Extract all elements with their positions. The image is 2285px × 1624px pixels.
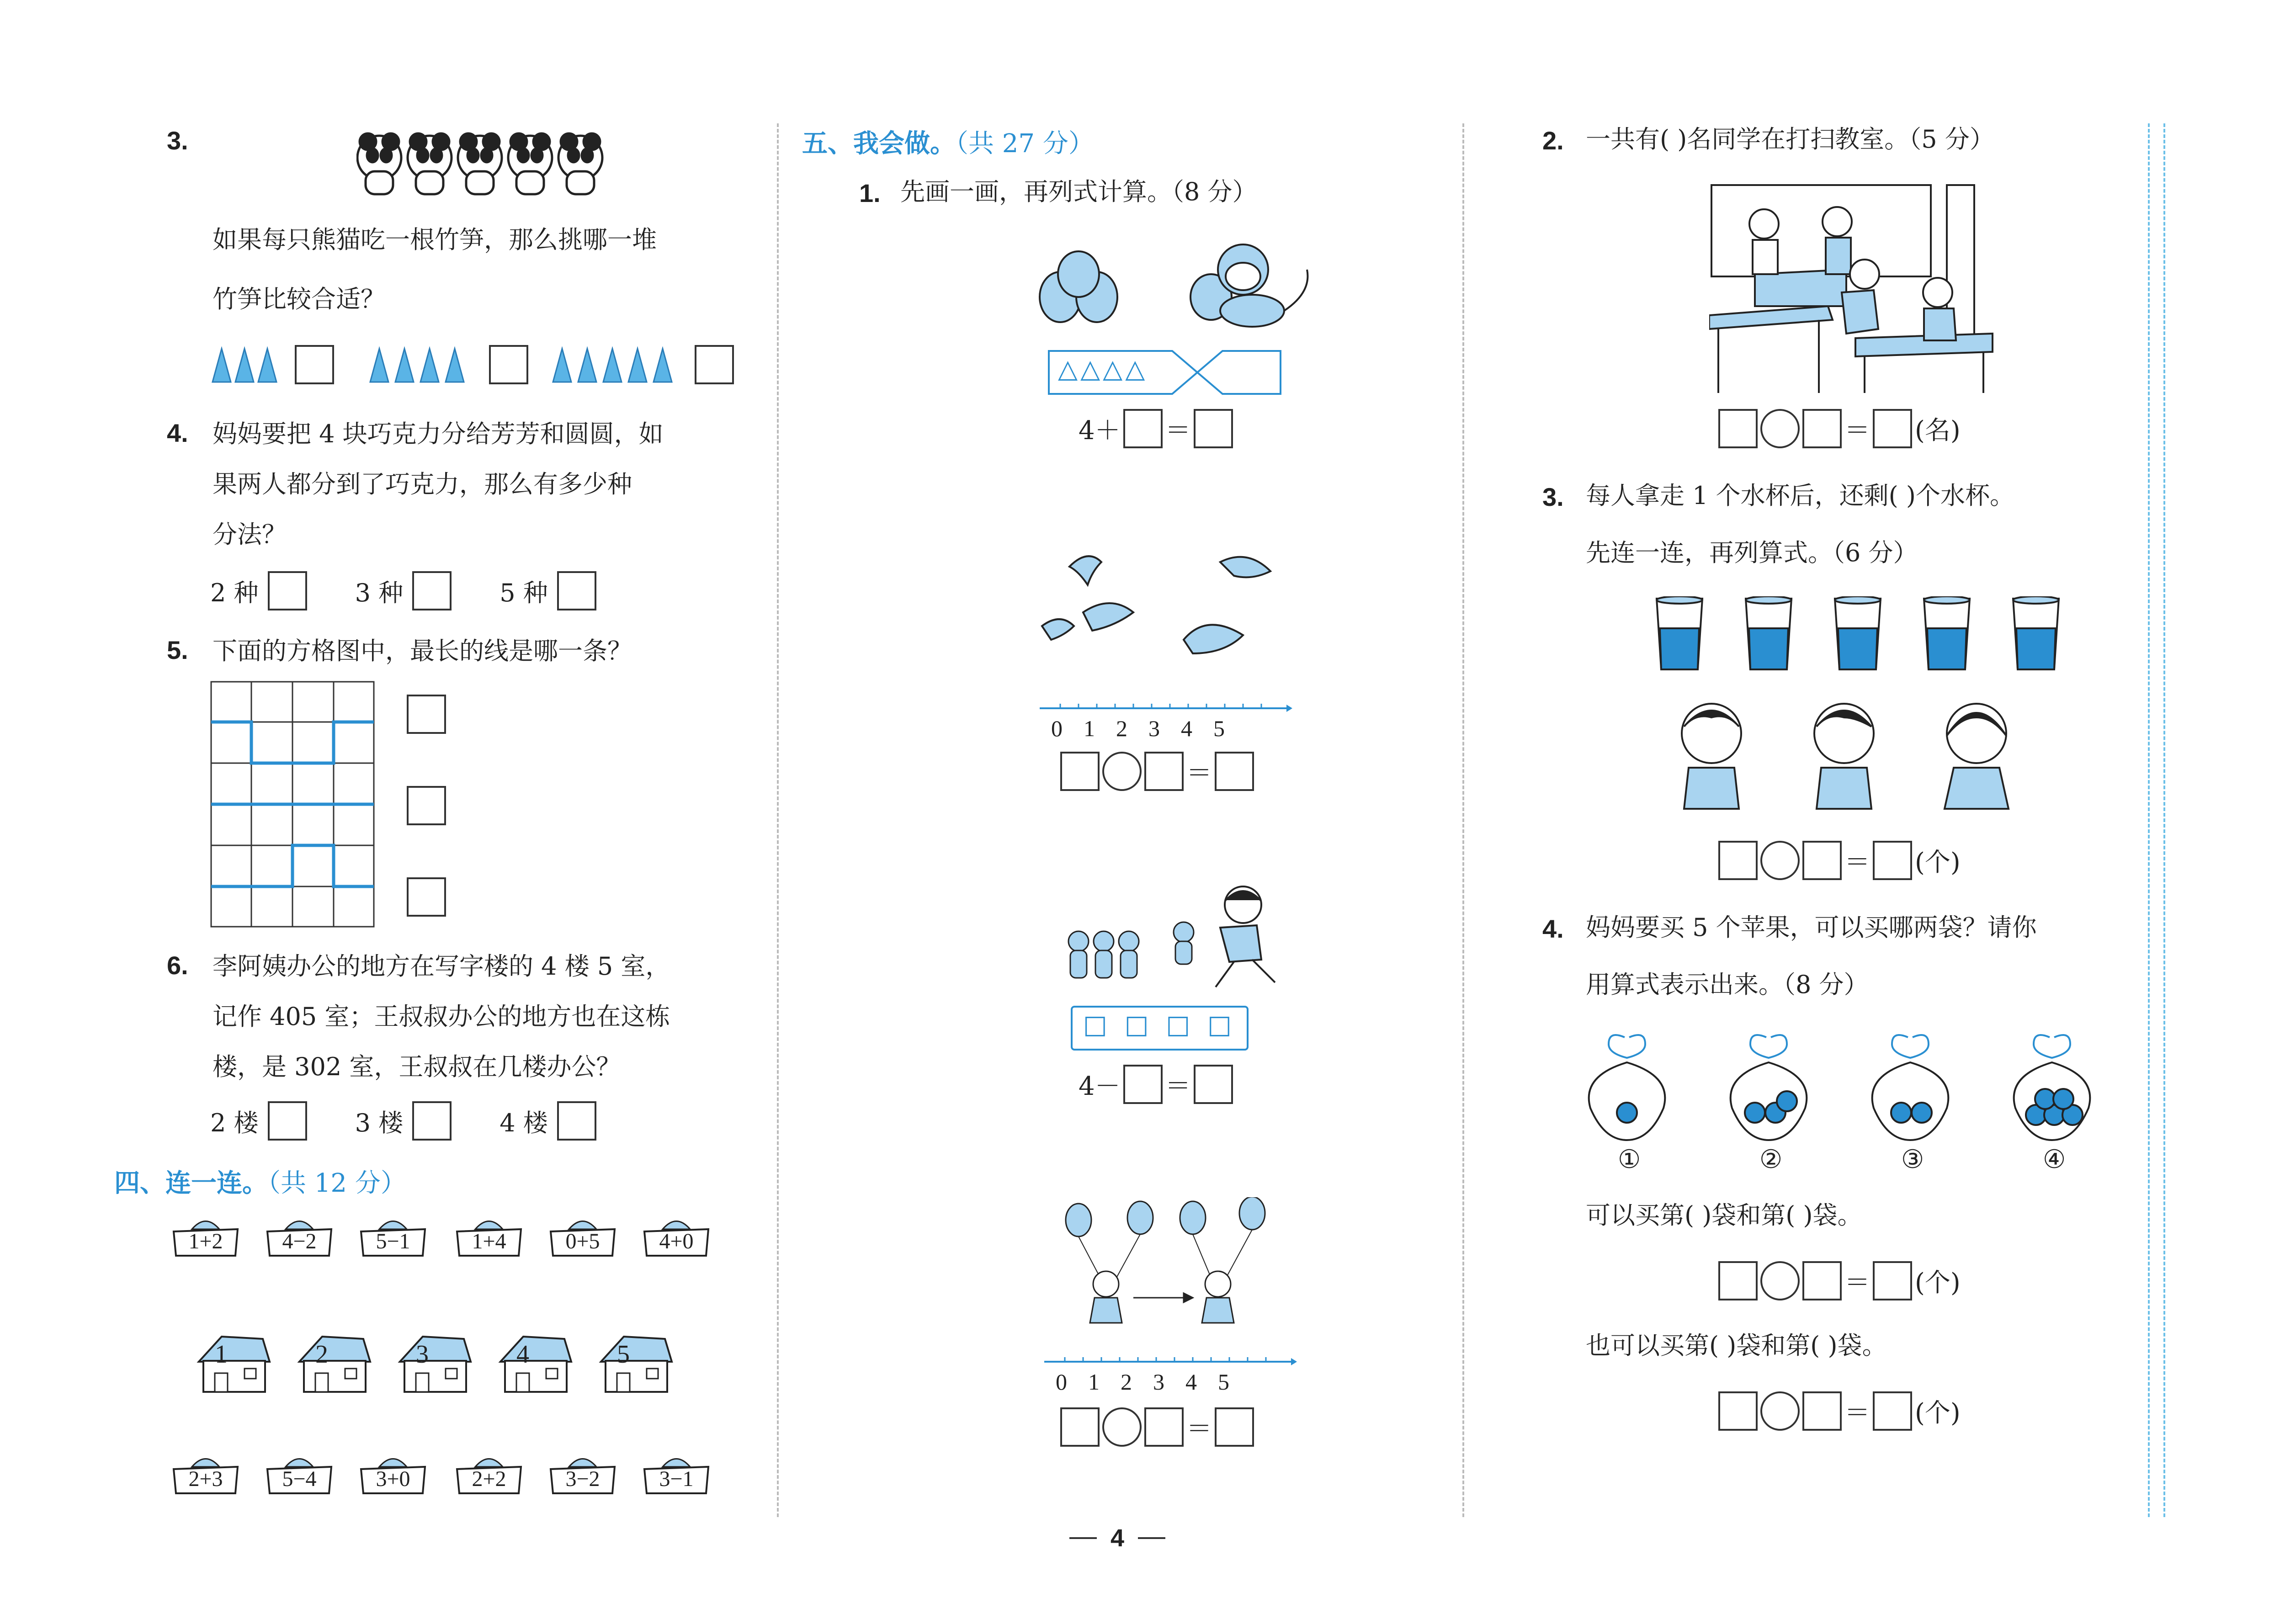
q4-number: 4. — [167, 419, 188, 447]
q3r-text-line1: 每人拿走 1 个水杯后，还剩( )个水杯。 — [1586, 481, 2014, 510]
card-label: 2+2 — [472, 1467, 506, 1491]
card-label: 3+0 — [376, 1467, 410, 1491]
answer-box[interactable] — [407, 786, 446, 825]
equation-1 — [1079, 409, 1233, 448]
equals-sign: ＝ — [1844, 848, 1870, 877]
binding-margin — [2148, 123, 2165, 1517]
house[interactable] — [295, 1334, 372, 1394]
tick-label: 5 — [1213, 716, 1225, 741]
section4-points: （共 12 分） — [268, 1168, 406, 1198]
q6-text-line2: 记作 405 室；王叔叔办公的地方也在这栋 — [213, 1002, 670, 1031]
house-icon — [194, 1334, 272, 1394]
operator-circle[interactable] — [1102, 752, 1142, 791]
answer-box[interactable] — [1802, 409, 1842, 448]
section4-title — [114, 1163, 406, 1199]
q4r-text-line2: 用算式表示出来。（8 分） — [1586, 970, 1869, 999]
section5-points: （共 27 分） — [956, 129, 1094, 159]
q4r-line2: 也可以买第( )袋和第( )袋。 — [1586, 1331, 1887, 1360]
apple-bags-image — [1581, 1026, 2130, 1145]
house-number: 5 — [617, 1340, 630, 1369]
expression-card[interactable] — [263, 1453, 336, 1494]
q4r-equation-2 — [1718, 1391, 1961, 1431]
tick-label: 4 — [1185, 1369, 1197, 1395]
option-item — [355, 571, 452, 610]
bamboo-option-4 — [366, 345, 528, 384]
expression-card[interactable] — [169, 1215, 242, 1257]
house-number: 4 — [516, 1340, 529, 1369]
number-line-labels — [1051, 715, 1225, 742]
tick-label: 3 — [1148, 716, 1160, 741]
bamboo-option-3 — [208, 345, 334, 384]
bears-boy-image — [1065, 882, 1284, 992]
q3r-equation — [1718, 841, 1961, 880]
answer-box[interactable] — [1144, 752, 1184, 791]
q3r-number: 3. — [1542, 483, 1564, 511]
q4r-number: 4. — [1542, 914, 1564, 943]
answer-box[interactable] — [407, 877, 446, 917]
bag-label: ① — [1618, 1145, 1641, 1174]
answer-box[interactable] — [1215, 1407, 1254, 1447]
house[interactable] — [596, 1334, 674, 1394]
children-image — [1677, 699, 2025, 813]
q4-text-line2: 果两人都分到了巧克力，那么有多少种 — [213, 470, 632, 499]
q6-text-line1: 李阿姨办公的地方在写字楼的 4 楼 5 室， — [213, 952, 670, 981]
house-number: 2 — [315, 1340, 328, 1369]
unit-label: (名) — [1915, 416, 1961, 446]
expression-card[interactable] — [169, 1453, 242, 1494]
house[interactable] — [194, 1334, 272, 1394]
answer-box[interactable] — [1873, 409, 1912, 448]
expression-card[interactable] — [546, 1453, 619, 1494]
q2-number: 2. — [1542, 126, 1564, 155]
option-label: 3 楼 — [355, 1108, 404, 1137]
card-label: 4−2 — [282, 1229, 317, 1253]
house-number: 3 — [416, 1340, 429, 1369]
house[interactable] — [395, 1334, 473, 1394]
expression-card[interactable] — [640, 1453, 713, 1494]
q4-text-line3: 分法？ — [213, 520, 287, 549]
q1-text: 先画一画，再列式计算。（8 分） — [900, 177, 1257, 206]
option-item — [210, 1101, 307, 1141]
tick-label: 3 — [1153, 1369, 1164, 1395]
q2-equation — [1718, 409, 1961, 448]
option-item — [500, 1101, 596, 1141]
expression-card[interactable] — [356, 1453, 430, 1494]
unit-label: (个) — [1915, 848, 1961, 877]
operator-circle[interactable] — [1102, 1407, 1142, 1447]
answer-box[interactable] — [1215, 752, 1254, 791]
expression-card[interactable] — [452, 1215, 526, 1257]
option-label: 4 楼 — [500, 1108, 548, 1137]
section4-title-text: 四、连一连。 — [114, 1168, 268, 1198]
bamboo-shoots-icon — [548, 346, 686, 383]
pandas-image — [356, 117, 612, 199]
answer-box[interactable] — [412, 571, 452, 610]
q6-number: 6. — [167, 951, 188, 980]
column-divider-left — [777, 123, 779, 1517]
operator-circle[interactable] — [1760, 841, 1800, 880]
answer-box[interactable] — [1873, 1261, 1912, 1300]
answer-box[interactable] — [268, 1101, 307, 1141]
answer-box[interactable] — [1718, 1391, 1758, 1431]
answer-box[interactable] — [489, 345, 528, 384]
bag-label: ④ — [2043, 1145, 2066, 1174]
answer-box[interactable] — [1718, 841, 1758, 880]
house-number: 1 — [215, 1340, 228, 1369]
q6-options — [210, 1101, 642, 1141]
answer-box[interactable] — [1873, 1391, 1912, 1431]
answer-box[interactable] — [557, 1101, 596, 1141]
equals-sign: ＝ — [1165, 416, 1191, 446]
section5-title-text: 五、我会做。 — [802, 128, 956, 159]
expression-card[interactable] — [546, 1215, 619, 1257]
option-label: 5 种 — [500, 578, 548, 607]
column-divider-right — [1462, 123, 1464, 1517]
bag-label: ③ — [1901, 1145, 1924, 1174]
card-label: 0+5 — [565, 1229, 600, 1253]
q5-text: 下面的方格图中，最长的线是哪一条？ — [213, 637, 632, 665]
expression-card[interactable] — [263, 1215, 336, 1257]
unit-label: (个) — [1915, 1398, 1961, 1428]
squares-text: □ □ □ □ — [1083, 1010, 1237, 1040]
equals-sign: ＝ — [1186, 759, 1212, 788]
tick-label: 1 — [1088, 1369, 1100, 1395]
answer-box[interactable] — [268, 571, 307, 610]
pumpkins-monkey-image — [1037, 238, 1334, 329]
equals-sign: ＝ — [1186, 1414, 1212, 1444]
answer-box[interactable] — [695, 345, 734, 384]
card-label: 1+2 — [188, 1229, 223, 1253]
bamboo-option-5 — [548, 345, 734, 384]
answer-box[interactable] — [412, 1101, 452, 1141]
number-line — [1042, 1353, 1298, 1371]
bamboo-shoots-icon — [366, 346, 480, 383]
q3-number: 3. — [167, 126, 188, 155]
q5-number: 5. — [167, 636, 188, 664]
equals-sign: ＝ — [1844, 1398, 1870, 1428]
tick-label: 5 — [1218, 1369, 1229, 1395]
answer-box[interactable] — [1123, 409, 1163, 448]
section5-title — [802, 123, 1094, 160]
triangles-text: △△△△ — [1058, 354, 1148, 384]
option-item — [500, 571, 596, 610]
operator-circle[interactable] — [1760, 409, 1800, 448]
answer-box[interactable] — [1718, 1261, 1758, 1300]
answer-box[interactable] — [1802, 1261, 1842, 1300]
water-cups-image — [1654, 596, 2066, 674]
q4r-text-line1: 妈妈要买 5 个苹果，可以买哪两袋？请你 — [1586, 913, 2037, 942]
equation-4 — [1060, 1407, 1254, 1447]
card-label: 3−1 — [659, 1467, 694, 1491]
answer-box[interactable] — [295, 345, 334, 384]
classroom-image — [1709, 183, 2015, 398]
equation-prefix: 4－ — [1079, 1072, 1121, 1101]
answer-box[interactable] — [1194, 409, 1233, 448]
card-label: 2+3 — [188, 1467, 223, 1491]
answer-box[interactable] — [1718, 409, 1758, 448]
q1-number: 1. — [859, 179, 881, 207]
option-item — [210, 571, 307, 610]
equals-sign: ＝ — [1165, 1072, 1191, 1101]
answer-box[interactable] — [1060, 1407, 1100, 1447]
answer-box[interactable] — [1802, 841, 1842, 880]
equation-3 — [1079, 1065, 1233, 1104]
q4r-line1: 可以买第( )袋和第( )袋。 — [1586, 1201, 1862, 1230]
answer-box[interactable] — [1144, 1407, 1184, 1447]
birds-image — [1033, 539, 1307, 667]
q2-text: 一共有( )名同学在打扫教室。（5 分） — [1586, 125, 1994, 154]
answer-box[interactable] — [557, 571, 596, 610]
equals-sign: ＝ — [1844, 416, 1870, 446]
q3-text-line2: 竹笋比较合适？ — [213, 285, 385, 313]
equation-prefix: 4＋ — [1079, 416, 1121, 446]
card-label: 5−4 — [282, 1467, 317, 1491]
answer-box[interactable] — [1194, 1065, 1233, 1104]
card-label: 5−1 — [376, 1229, 410, 1253]
bag-label: ② — [1759, 1145, 1783, 1174]
tick-label: 0 — [1051, 716, 1063, 741]
unit-label: (个) — [1915, 1268, 1961, 1298]
page-number-footer — [1069, 1524, 1165, 1552]
page-number: 4 — [1111, 1524, 1125, 1552]
q3-text-line1: 如果每只熊猫吃一根竹笋，那么挑哪一堆 — [213, 225, 657, 254]
tick-label: 0 — [1056, 1369, 1067, 1395]
answer-box[interactable] — [1123, 1065, 1163, 1104]
balloons-image — [1060, 1197, 1280, 1334]
house-icon — [596, 1334, 674, 1394]
operator-circle[interactable] — [1760, 1391, 1800, 1431]
card-label: 4+0 — [659, 1229, 694, 1253]
equation-2 — [1060, 752, 1254, 791]
house-icon — [295, 1334, 372, 1394]
option-label: 2 楼 — [210, 1108, 259, 1137]
house-icon — [496, 1334, 574, 1394]
card-label: 1+4 — [472, 1229, 506, 1253]
expression-card[interactable] — [640, 1215, 713, 1257]
footer-dash — [1138, 1537, 1165, 1539]
tick-label: 2 — [1116, 716, 1127, 741]
q3r-text-line2: 先连一连，再列算式。（6 分） — [1586, 538, 1918, 567]
option-label: 2 种 — [210, 578, 259, 607]
house-icon — [395, 1334, 473, 1394]
number-line-labels — [1056, 1369, 1229, 1395]
answer-box[interactable] — [1060, 752, 1100, 791]
bamboo-shoots-icon — [208, 346, 286, 383]
answer-box[interactable] — [1802, 1391, 1842, 1431]
footer-dash — [1069, 1537, 1097, 1539]
house[interactable] — [496, 1334, 574, 1394]
tick-label: 1 — [1084, 716, 1095, 741]
q6-text-line3: 楼，是 302 室，王叔叔在几楼办公？ — [213, 1052, 621, 1081]
q4r-equation-1 — [1718, 1261, 1961, 1300]
operator-circle[interactable] — [1760, 1261, 1800, 1300]
q4-text-line1: 妈妈要把 4 块巧克力分给芳芳和圆圆，如 — [213, 419, 664, 448]
grid-figure — [210, 681, 375, 928]
q4-options — [210, 571, 642, 610]
expression-card[interactable] — [356, 1215, 430, 1257]
answer-box[interactable] — [1873, 841, 1912, 880]
option-item — [355, 1101, 452, 1141]
tick-label: 4 — [1181, 716, 1192, 741]
option-label: 3 种 — [355, 578, 404, 607]
tick-label: 2 — [1121, 1369, 1132, 1395]
expression-card[interactable] — [452, 1453, 526, 1494]
equals-sign: ＝ — [1844, 1268, 1870, 1298]
answer-box[interactable] — [407, 695, 446, 734]
card-label: 3−2 — [565, 1467, 600, 1491]
number-line — [1037, 699, 1293, 717]
